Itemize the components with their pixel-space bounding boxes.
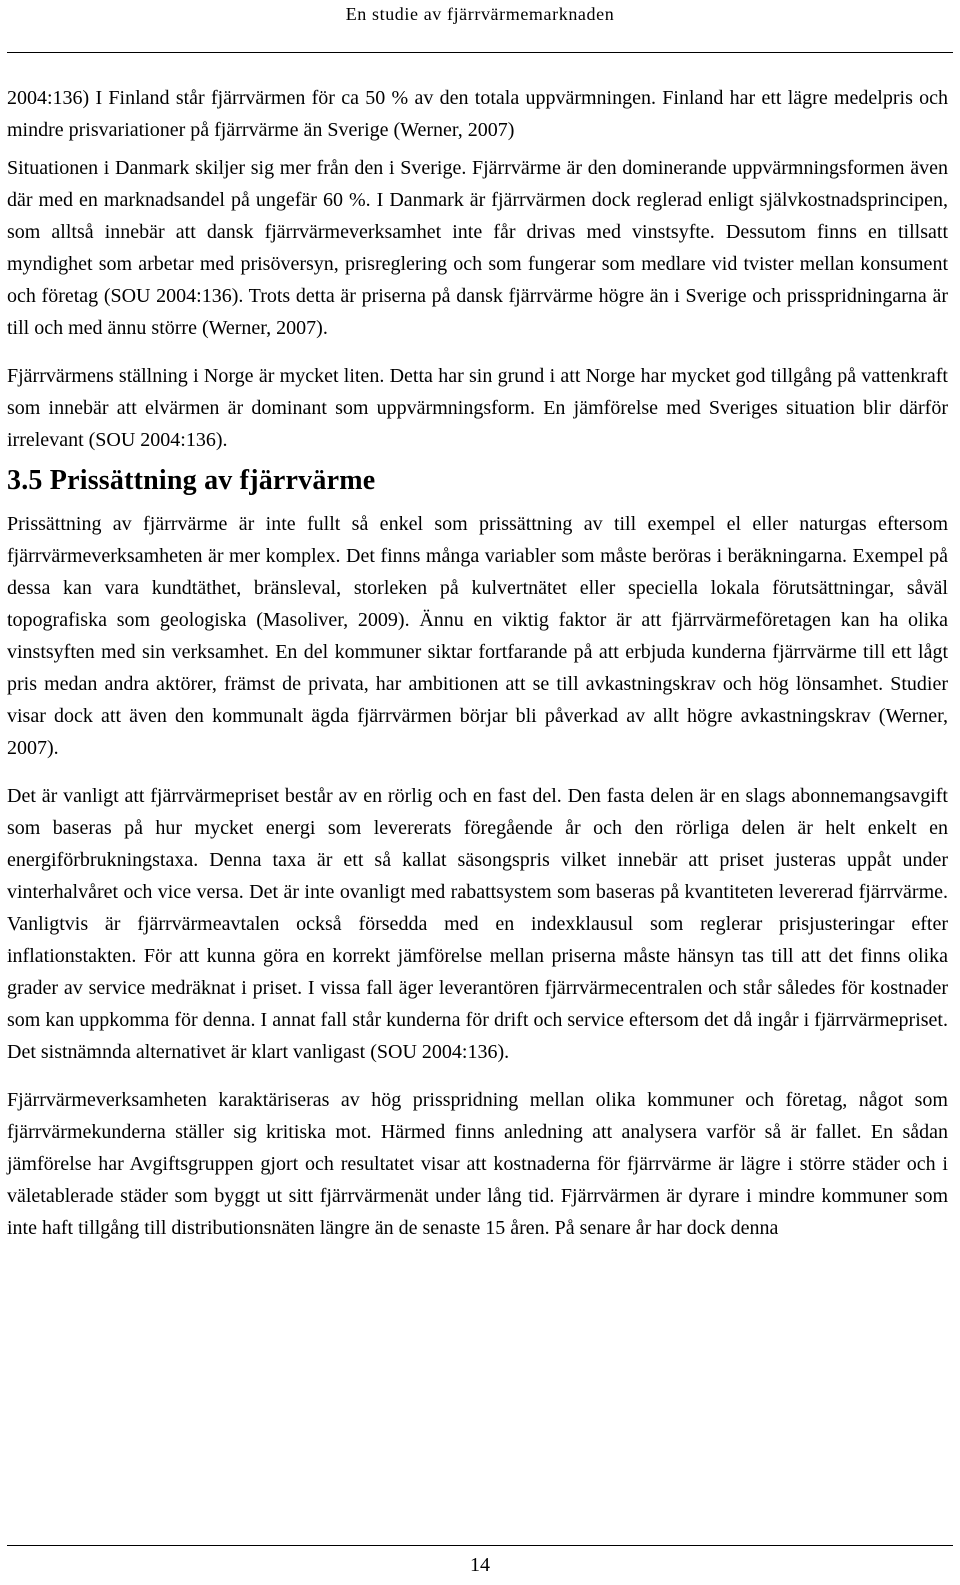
section-heading: 3.5 Prissättning av fjärrvärme <box>7 465 376 496</box>
header-divider <box>7 52 953 53</box>
paragraph-fjarrvarmepriset: Det är vanligt att fjärrvärmepriset består av en rörlig och en fast del. Den fasta delen är en slags abonnemangsavgift som baseras på hur mycket energi som levererats föregående år och den rörliga delen är helt enkelt en energiförbrukningstaxa. Denna taxa är ett så kallat säsongspris vilket innebär att priset justeras uppåt under vinterhalvåret och vice versa. Det är inte ovanligt med rabattsystem som baseras på kvantiteten levererad fjärrvärme. Vanligtvis är fjärrvärmeavtalen också försedda med en indexklausul som reglerar prisjusteringar efter inflationstakten. För att kunna göra en korrekt jämförelse mellan priserna måste hänsyn tas till att det finns olika grader av service medräknat i priset. I vissa fall äger leverantören fjärrvärmecentralen och står således för kostnader som kan uppkomma för denna. I annat fall står kunderna för drift och service eftersom det då ingår i fjärrvärmepriset. Det sistnämnda alternativet är klart vanligast (SOU 2004:136). <box>7 785 948 1063</box>
document-body <box>7 82 948 1244</box>
paragraph-finland: 2004:136) I Finland står fjärrvärmen för ca 50 % av den totala uppvärmningen. Finland har ett lägre medelpris och mindre prisvariationer på fjärrvärme än Sverige (Werner, 2007) <box>7 87 948 141</box>
running-header: En studie av fjärrvärmemarknaden <box>345 4 615 24</box>
page-number: 14 <box>470 1554 490 1576</box>
paragraph-danmark: Situationen i Danmark skiljer sig mer från den i Sverige. Fjärrvärme är den dominerande uppvärmningsformen även där med en marknadsandel på ungefär 60 %. I Danmark är fjärrvärmen dock reglerad enligt självkostnadsprincipen, som alltså innebär att dansk fjärrvärmeverksamhet inte får drivas med vinstsyfte. Dessutom finns en tillsatt myndighet som arbetar med prisöversyn, prisreglering och som fungerar som medlare vid tvister mellan konsument och företag (SOU 2004:136). Trots detta är priserna på dansk fjärrvärme högre än i Sverige och prisspridningarna är till och med ännu större (Werner, 2007). <box>7 157 948 339</box>
paragraph-norge: Fjärrvärmens ställning i Norge är mycket liten. Detta har sin grund i att Norge har mycket god tillgång på vattenkraft som innebär att elvärmen är dominant som uppvärmningsform. En jämförelse med Sveriges situation blir därför irrelevant (SOU 2004:136). <box>7 365 948 451</box>
paragraph-prisspridning: Fjärrvärmeverksamheten karaktäriseras av hög prisspridning mellan olika kommuner och företag, något som fjärrvärmekunderna ställer sig kritiska mot. Härmed finns anledning att analysera varför så är fallet. En sådan jämförelse har Avgiftsgruppen gjort och resultatet visar att kostnaderna för fjärrvärme är lägre i större städer och i väletablerade städer som byggt ut sitt fjärrvärmenät under lång tid. Fjärrvärmen är dyrare i mindre kommuner som inte haft tillgång till distributionsnäten längre än de senaste 15 åren. På senare år har dock denna <box>7 1089 948 1239</box>
footer-divider <box>7 1545 953 1546</box>
paragraph-prissattning: Prissättning av fjärrvärme är inte fullt så enkel som prissättning av till exempel el eller naturgas eftersom fjärrvärmeverksamheten är mer komplex. Det finns många variabler som måste beröras i beräkningarna. Exempel på dessa kan vara kundtäthet, bränsleval, storleken på kulvertnätet eller speciella lokala förutsättningar, såväl topografiska som geologiska (Masoliver, 2009). Ännu en viktig faktor är att fjärrvärmeföretagen kan ha olika vinstsyften med sin verksamhet. En del kommuner siktar fortfarande på att erbjuda kunderna fjärrvärme till ett lågt pris medan andra aktörer, främst de privata, har ambitionen att se till avkastningskrav och hög lönsamhet. Studier visar dock att även den kommunalt ägda fjärrvärmen börjar bli påverkad av allt högre avkastningskrav (Werner, 2007). <box>7 513 948 759</box>
